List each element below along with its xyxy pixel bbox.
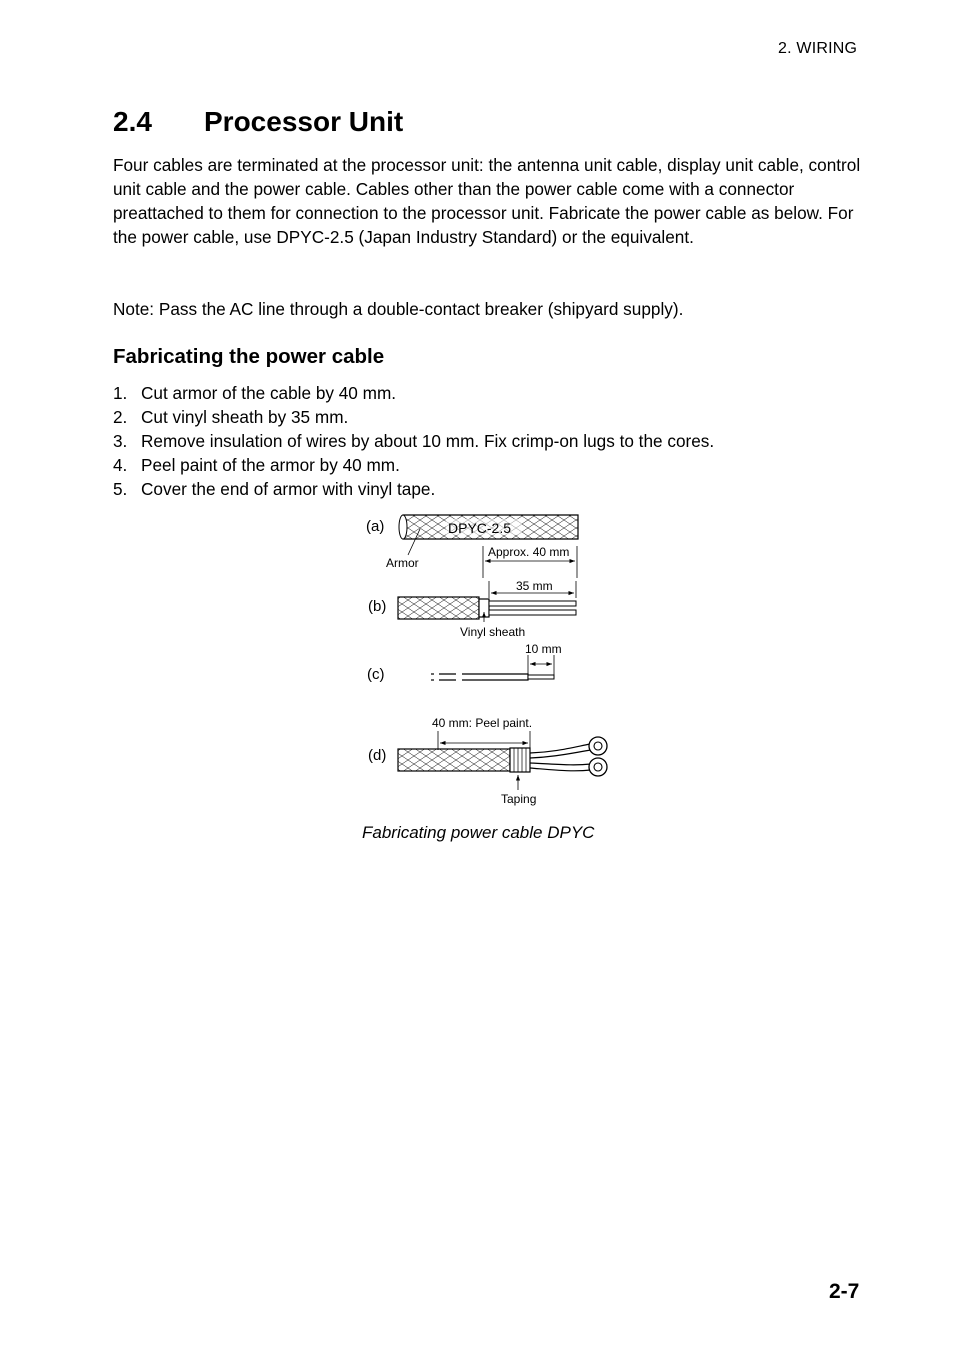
step-text: Cover the end of armor with vinyl tape. <box>141 479 436 499</box>
approx-40-label: Approx. 40 mm <box>488 545 570 559</box>
running-header: 2. WIRING <box>778 40 858 57</box>
taping-label: Taping <box>501 792 537 806</box>
step-number: 1. <box>113 383 128 403</box>
step-text: Cut vinyl sheath by 35 mm. <box>141 407 349 427</box>
step-number: 5. <box>113 479 128 499</box>
vinyl-sheath-label: Vinyl sheath <box>460 625 526 639</box>
step-text: Peel paint of the armor by 40 mm. <box>141 455 400 475</box>
dim-35-label: 35 mm <box>516 579 553 593</box>
peel-paint-label: 40 mm: Peel paint. <box>432 716 533 730</box>
step-number: 4. <box>113 455 128 475</box>
cable-name-label: DPYC-2.5 <box>448 520 512 536</box>
step-number: 2. <box>113 407 128 427</box>
figure-caption: Fabricating power cable DPYC <box>362 823 595 842</box>
intro-paragraph: Four cables are terminated at the processor unit: the antenna unit cable, display unit cable, control unit cable and the power cable. Cables other than the power cable come with a connector preattached to them for connection to the processor unit. Fabricate the power cable as below. For the power cable, use DPYC-2.5 (Japan Industry Standard) or the equivalent. <box>113 155 861 247</box>
figure-label-d: (d) <box>368 747 387 764</box>
page-number: 2-7 <box>829 1280 860 1303</box>
figure-label-c: (c) <box>367 666 385 683</box>
step-text: Cut armor of the cable by 40 mm. <box>141 383 397 403</box>
step-text: Remove insulation of wires by about 10 mm. Fix crimp-on lugs to the cores. <box>141 431 715 451</box>
stripped-wire-c <box>431 674 554 680</box>
dim-10-label: 10 mm <box>525 642 562 656</box>
figure-label-a: (a) <box>366 518 385 535</box>
section-number: 2.4 <box>113 106 152 137</box>
step-number: 3. <box>113 431 128 451</box>
note-paragraph: Note: Pass the AC line through a double-contact breaker (shipyard supply). <box>113 299 684 319</box>
armor-label: Armor <box>386 556 419 570</box>
section-title-text: Processor Unit <box>204 106 404 137</box>
stripped-cable-b <box>398 597 576 619</box>
figure-label-b: (b) <box>368 598 387 615</box>
subsection-heading: Fabricating the power cable <box>113 345 385 368</box>
